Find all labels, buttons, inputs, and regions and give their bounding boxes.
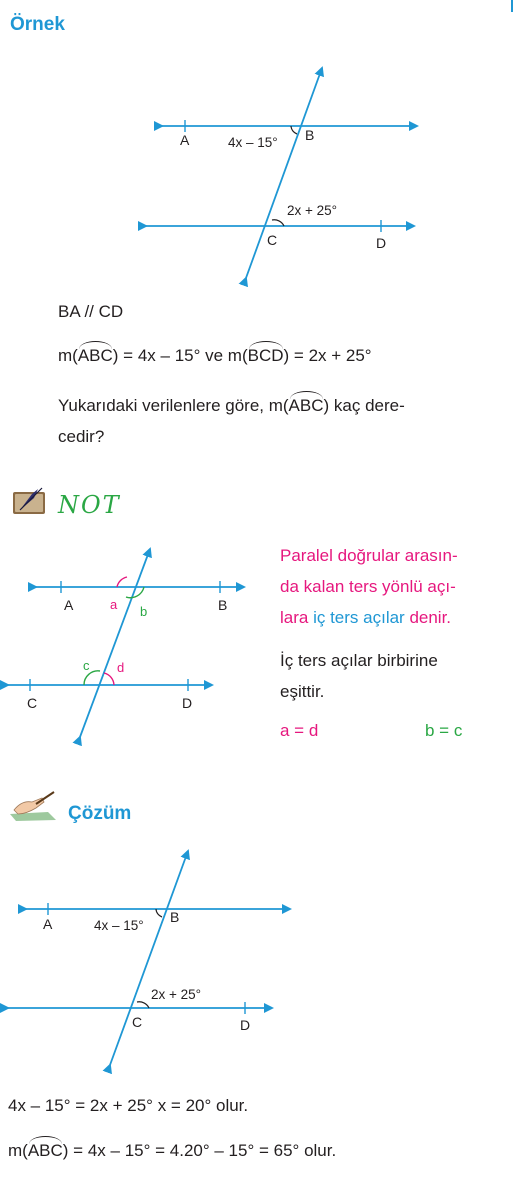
note-text-2: İç ters açılar birbirine eşittir.	[280, 651, 438, 701]
arc-abc: ABC	[77, 346, 113, 365]
solution-diagram	[0, 845, 300, 1070]
label-B: B	[305, 127, 315, 143]
angle-label-top: 4x – 15°	[228, 135, 278, 150]
transversal	[246, 68, 322, 278]
quill-pen-icon	[12, 486, 52, 516]
given-measures: m(ABC) = 4x – 15° ve m(BCD) = 2x + 25°	[58, 346, 372, 365]
writing-hand-icon	[8, 790, 58, 822]
label-C: C	[267, 232, 278, 248]
solution-line-2: m(ABC) = 4x – 15° = 4.20° – 15° = 65° olur.	[8, 1141, 337, 1160]
angle-arc-d	[104, 673, 114, 685]
svg-text:C: C	[132, 1014, 143, 1030]
equation-b-c: b = c	[425, 721, 463, 740]
solution-heading: Çözüm	[68, 803, 132, 824]
angle-label-d: d	[117, 660, 125, 675]
svg-text:D: D	[240, 1017, 251, 1033]
note-diagram	[0, 545, 280, 745]
svg-text:B: B	[170, 909, 180, 925]
example-heading: Örnek	[10, 14, 65, 35]
given-parallel: BA // CD	[58, 302, 124, 321]
svg-text:A: A	[43, 916, 53, 932]
angle-arc-bcd	[272, 220, 284, 226]
angle-label-b: b	[140, 604, 148, 619]
angle-label-a: a	[110, 597, 118, 612]
note-heading: NOT	[58, 491, 121, 519]
svg-text:B: B	[218, 597, 228, 613]
arc-abc-solution: ABC	[27, 1141, 63, 1160]
label-D: D	[376, 235, 387, 251]
angle-arc-a	[117, 577, 127, 587]
label-A: A	[180, 132, 190, 148]
page-edge-marker	[511, 0, 513, 12]
example-diagram	[0, 60, 516, 290]
note-text-1: Paralel doğrular arasın- da kalan ters yönlü açı- lara iç ters açılar denir.	[280, 546, 458, 627]
solution-line-1: 4x – 15° = 2x + 25° x = 20° olur.	[8, 1096, 249, 1115]
equation-a-d: a = d	[280, 721, 319, 740]
question-line-1: Yukarıdaki verilenlere göre, m(ABC) kaç dere-	[58, 396, 405, 415]
svg-text:2x + 25°: 2x + 25°	[151, 987, 202, 1002]
transversal-solution	[110, 851, 188, 1065]
transversal-note	[80, 549, 150, 737]
question-line-2: cedir?	[58, 427, 105, 446]
angle-label-c: c	[83, 658, 90, 673]
svg-text:4x – 15°: 4x – 15°	[94, 918, 144, 933]
angle-label-bottom: 2x + 25°	[287, 203, 338, 218]
arc-abc-question: ABC	[288, 396, 324, 415]
arc-bcd: BCD	[247, 346, 284, 365]
svg-text:C: C	[27, 695, 38, 711]
svg-text:A: A	[64, 597, 74, 613]
svg-text:D: D	[182, 695, 193, 711]
angle-arc-abc	[291, 126, 297, 134]
